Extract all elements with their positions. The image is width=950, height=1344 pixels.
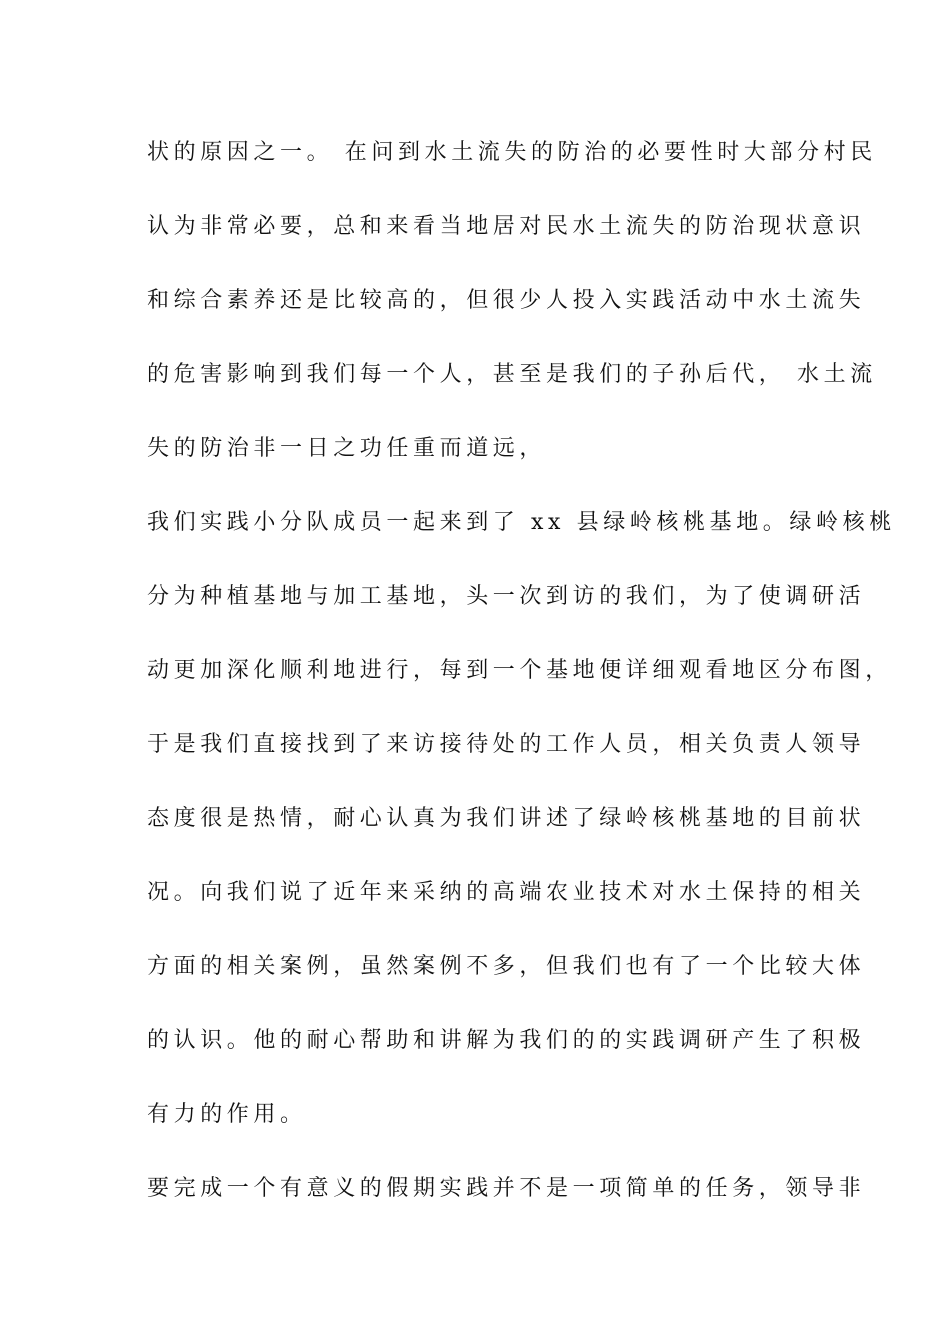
text-line-15: 要完成一个有意义的假期实践并不是一项简单的任务，领导非 [147,1176,866,1201]
text-line-10: 态度很是热情，耐心认真为我们讲述了绿岭核桃基地的目前状 [147,806,866,831]
text-line-8: 动更加深化顺利地进行，每到一个基地便详细观看地区分布图， [147,658,892,683]
text-line-2: 认为非常必要，总和来看当地居对民水土流失的防治现状意识 [147,214,866,239]
text-line-3: 和综合素养还是比较高的，但很少人投入实践活动中水土流失 [147,288,866,313]
text-line-9: 于是我们直接找到了来访接待处的工作人员，相关负责人领导 [147,732,866,757]
text-line-14: 有力的作用。 [147,1102,307,1127]
text-line-4: 的危害影响到我们每一个人，甚至是我们的子孙后代， 水土流 [147,362,877,387]
text-line-12: 方面的相关案例，虽然案例不多，但我们也有了一个比较大体 [147,954,866,979]
text-line-11: 况。向我们说了近年来采纳的高端农业技术对水土保持的相关 [147,880,866,905]
text-line-5: 失的防治非一日之功任重而道远， [147,436,547,461]
text-line-6: 我们实践小分队成员一起来到了 xx 县绿岭核桃基地。绿岭核桃 [147,510,896,535]
text-line-1: 状的原因之一。 在问到水土流失的防治的必要性时大部分村民 [147,140,877,165]
text-line-7: 分为种植基地与加工基地，头一次到访的我们，为了使调研活 [147,584,866,609]
text-line-13: 的认识。他的耐心帮助和讲解为我们的的实践调研产生了积极 [147,1028,866,1053]
